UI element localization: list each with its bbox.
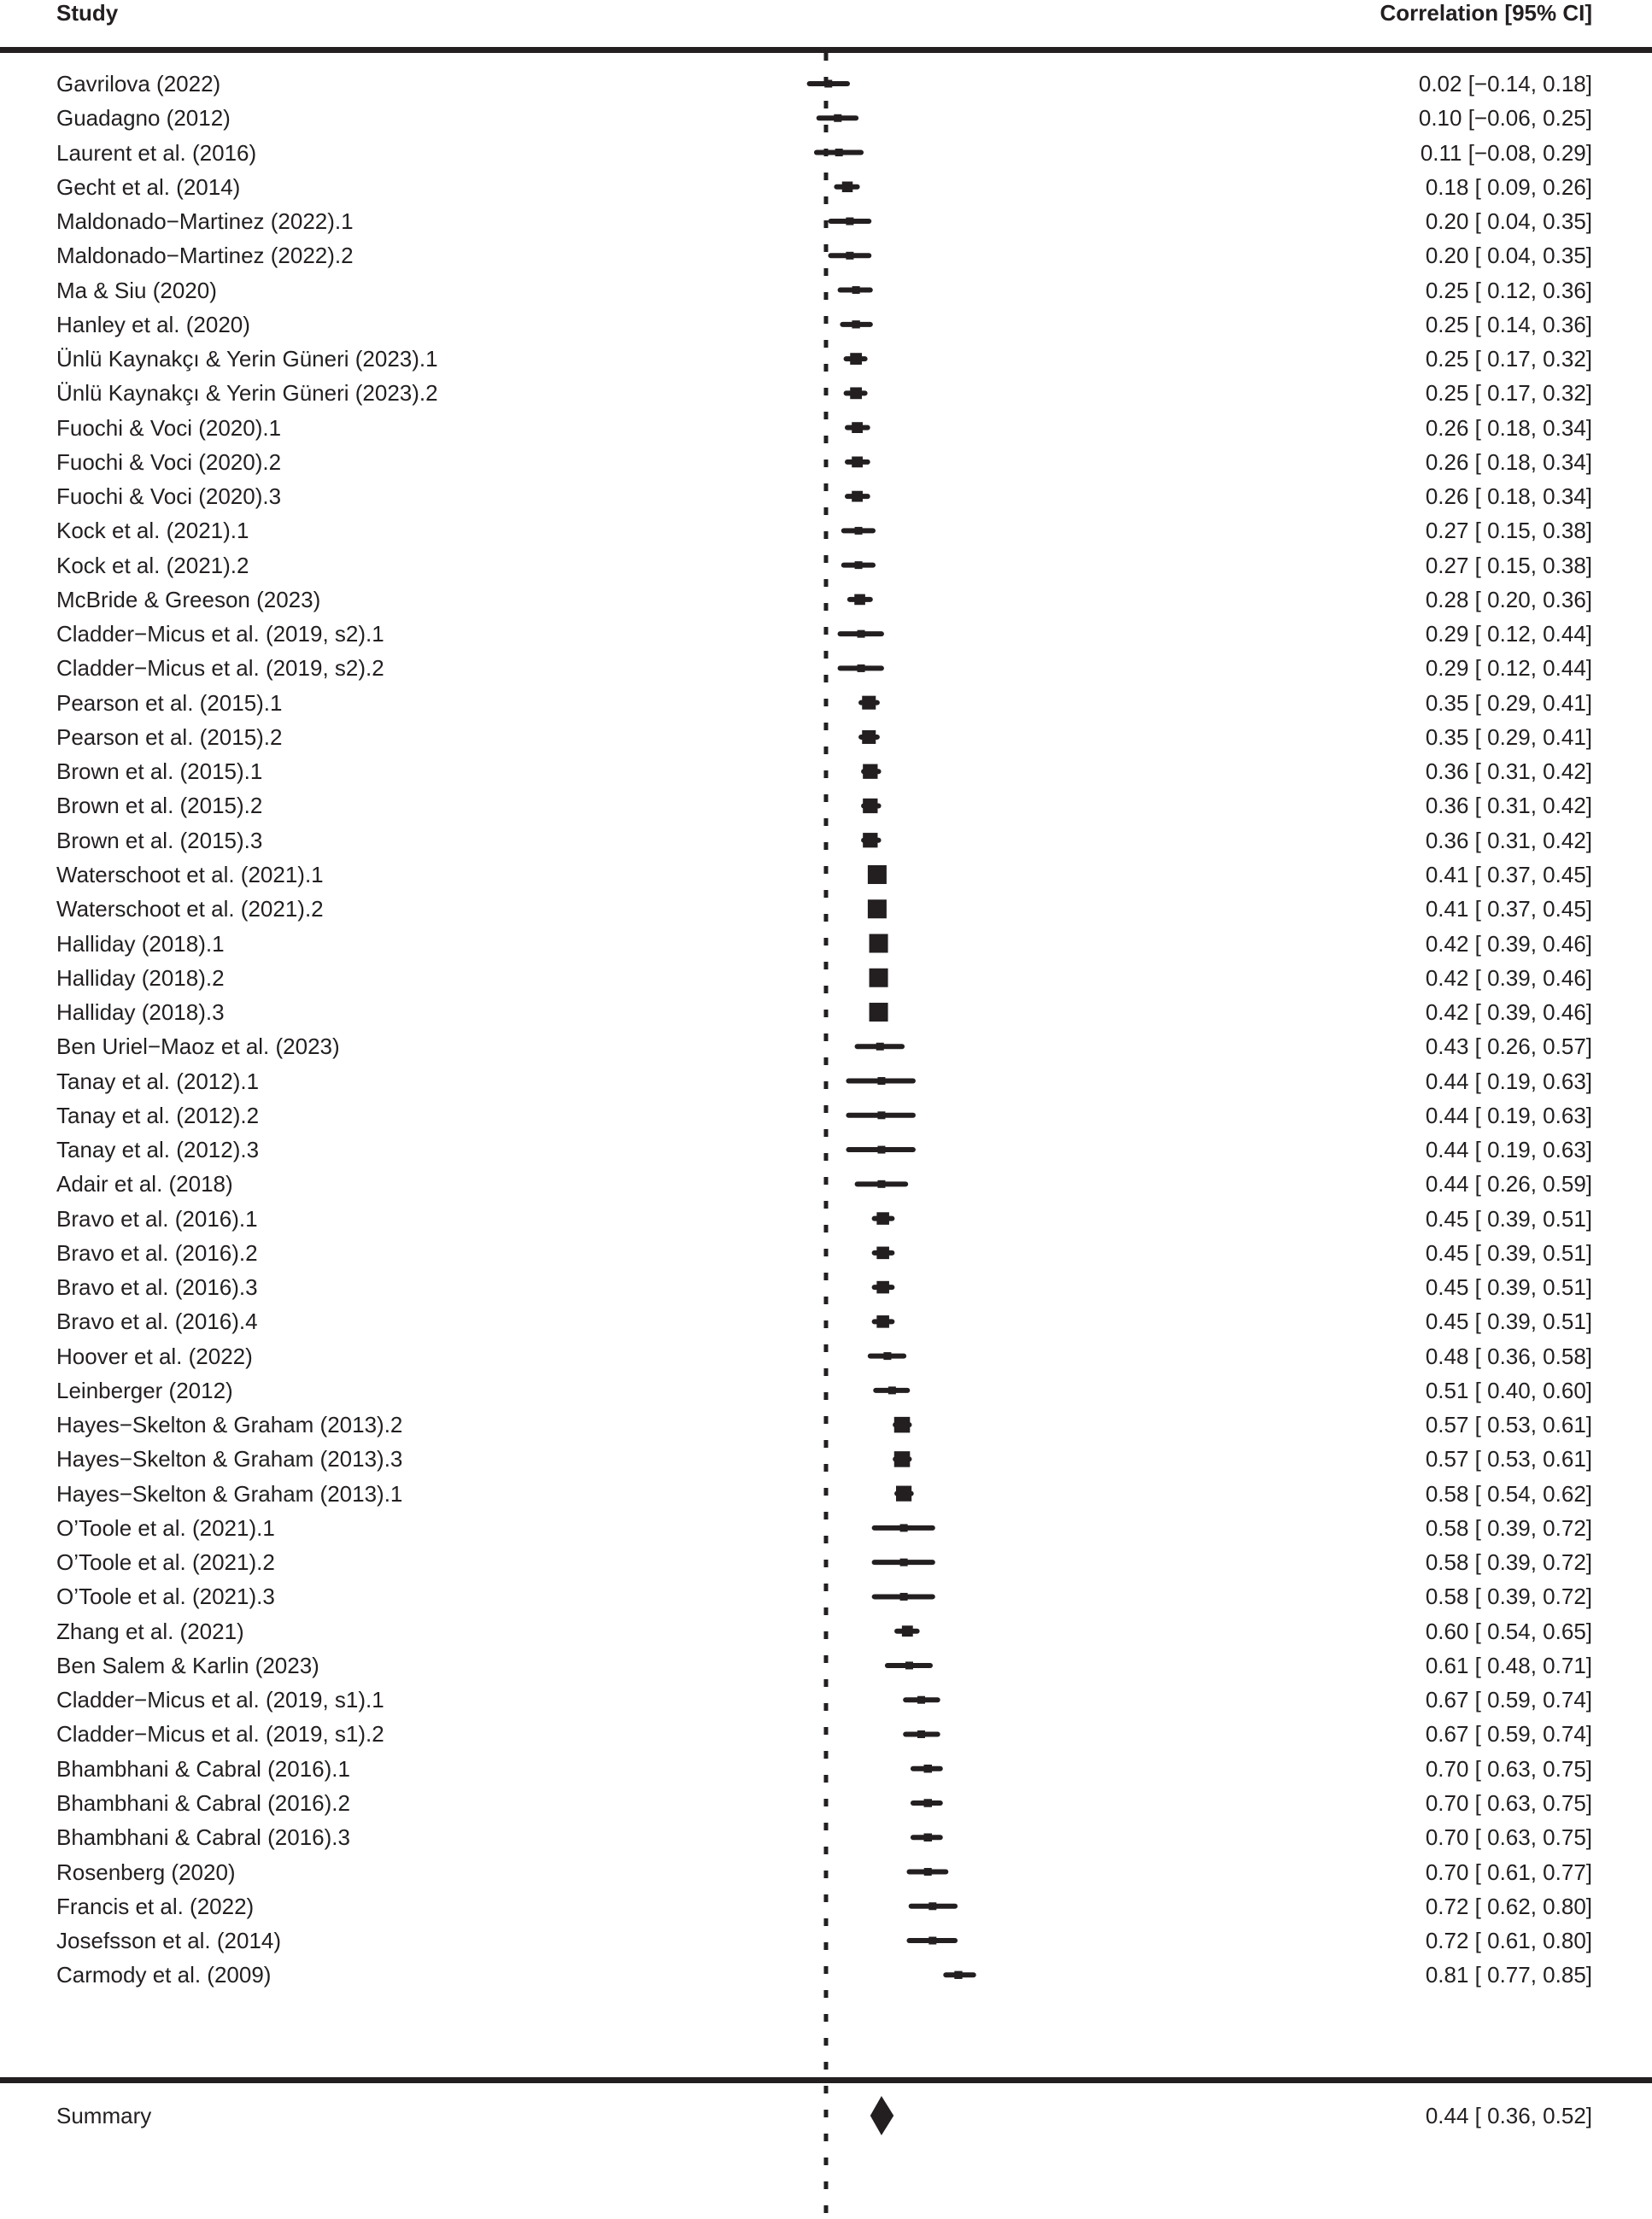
- summary-effect-text: 0.44 [ 0.36, 0.52]: [1425, 2103, 1592, 2128]
- point-estimate: [876, 1281, 889, 1294]
- study-effect-text: 0.26 [ 0.18, 0.34]: [1425, 483, 1592, 510]
- study-effect-text: 0.61 [ 0.48, 0.71]: [1425, 1652, 1592, 1678]
- study-label: Bravo et al. (2016).2: [56, 1239, 258, 1266]
- study-label: Bhambhani & Cabral (2016).3: [56, 1824, 350, 1851]
- point-estimate: [877, 1180, 885, 1188]
- study-effect-text: 0.27 [ 0.15, 0.38]: [1425, 552, 1592, 578]
- study-label: Ben Salem & Karlin (2023): [56, 1652, 319, 1678]
- study-label: Laurent et al. (2016): [56, 139, 257, 166]
- study-effect-text: 0.72 [ 0.62, 0.80]: [1425, 1893, 1592, 1919]
- study-effect-text: 0.45 [ 0.39, 0.51]: [1425, 1309, 1592, 1335]
- study-effect-text: 0.70 [ 0.63, 0.75]: [1425, 1790, 1592, 1816]
- point-estimate: [917, 1696, 925, 1704]
- point-estimate: [876, 1043, 884, 1051]
- study-effect-text: 0.42 [ 0.39, 0.46]: [1425, 999, 1592, 1026]
- point-estimate: [862, 696, 876, 710]
- study-label: Halliday (2018).1: [56, 930, 225, 957]
- study-effect-text: 0.42 [ 0.39, 0.46]: [1425, 964, 1592, 991]
- study-label: Francis et al. (2022): [56, 1893, 255, 1919]
- study-label: Carmody et al. (2009): [56, 1962, 272, 1988]
- study-label: Tanay et al. (2012).1: [56, 1068, 260, 1094]
- study-label: Ünlü Kaynakçı & Yerin Güneri (2023).2: [56, 380, 438, 407]
- point-estimate: [862, 730, 876, 744]
- study-effect-text: 0.44 [ 0.19, 0.63]: [1425, 1137, 1592, 1163]
- point-estimate: [954, 1971, 962, 1979]
- study-effect-text: 0.45 [ 0.39, 0.51]: [1425, 1205, 1592, 1232]
- study-label: Gavrilova (2022): [56, 71, 221, 97]
- point-estimate: [900, 1524, 908, 1531]
- point-estimate: [876, 1315, 889, 1328]
- study-effect-text: 0.44 [ 0.19, 0.63]: [1425, 1068, 1592, 1094]
- point-estimate: [852, 320, 859, 328]
- study-label: Cladder−Micus et al. (2019, s1).1: [56, 1687, 384, 1713]
- study-label: Gecht et al. (2014): [56, 173, 241, 200]
- study-label: O’Toole et al. (2021).1: [56, 1514, 275, 1541]
- study-label: Josefsson et al. (2014): [56, 1928, 282, 1954]
- study-label: Fuochi & Voci (2020).2: [56, 448, 282, 475]
- study-effect-text: 0.18 [ 0.09, 0.26]: [1425, 173, 1592, 200]
- point-estimate: [858, 630, 865, 638]
- study-effect-text: 0.25 [ 0.12, 0.36]: [1425, 277, 1592, 303]
- point-estimate: [863, 799, 877, 813]
- study-label: Maldonado−Martinez (2022).1: [56, 208, 354, 235]
- point-estimate: [852, 422, 863, 433]
- study-effect-text: 0.29 [ 0.12, 0.44]: [1425, 655, 1592, 682]
- study-effect-text: 0.35 [ 0.29, 0.41]: [1425, 723, 1592, 750]
- study-effect-text: 0.20 [ 0.04, 0.35]: [1425, 208, 1592, 235]
- study-label: Bravo et al. (2016).4: [56, 1309, 258, 1335]
- study-effect-text: 0.67 [ 0.59, 0.74]: [1425, 1721, 1592, 1748]
- study-effect-text: 0.57 [ 0.53, 0.61]: [1425, 1446, 1592, 1473]
- point-estimate: [894, 1451, 911, 1467]
- study-effect-text: 0.43 [ 0.26, 0.57]: [1425, 1033, 1592, 1060]
- point-estimate: [850, 387, 862, 399]
- study-effect-text: 0.20 [ 0.04, 0.35]: [1425, 243, 1592, 269]
- study-label: O’Toole et al. (2021).2: [56, 1549, 275, 1576]
- study-label: Pearson et al. (2015).1: [56, 689, 283, 716]
- study-label: Brown et al. (2015).2: [56, 793, 263, 819]
- point-estimate: [888, 1386, 896, 1394]
- study-label: Hayes−Skelton & Graham (2013).2: [56, 1412, 403, 1438]
- study-effect-text: 0.45 [ 0.39, 0.51]: [1425, 1239, 1592, 1266]
- study-effect-text: 0.45 [ 0.39, 0.51]: [1425, 1274, 1592, 1301]
- study-label: Zhang et al. (2021): [56, 1618, 244, 1644]
- study-effect-text: 0.58 [ 0.39, 0.72]: [1425, 1514, 1592, 1541]
- study-effect-text: 0.02 [−0.14, 0.18]: [1418, 71, 1592, 97]
- point-estimate: [855, 561, 863, 569]
- point-estimate: [900, 1593, 908, 1601]
- study-effect-text: 0.70 [ 0.61, 0.77]: [1425, 1859, 1592, 1885]
- point-estimate: [917, 1730, 925, 1738]
- point-estimate: [883, 1352, 891, 1360]
- study-effect-text: 0.67 [ 0.59, 0.74]: [1425, 1687, 1592, 1713]
- study-effect-text: 0.26 [ 0.18, 0.34]: [1425, 414, 1592, 441]
- point-estimate: [834, 114, 841, 122]
- study-label: Cladder−Micus et al. (2019, s1).2: [56, 1721, 384, 1748]
- study-effect-text: 0.11 [−0.08, 0.29]: [1420, 139, 1592, 166]
- header-study: Study: [56, 0, 119, 26]
- point-estimate: [868, 865, 887, 884]
- study-label: Cladder−Micus et al. (2019, s2).2: [56, 655, 384, 682]
- study-effect-text: 0.10 [−0.06, 0.25]: [1418, 105, 1592, 132]
- study-effect-text: 0.25 [ 0.14, 0.36]: [1425, 311, 1592, 337]
- study-label: Fuochi & Voci (2020).3: [56, 483, 282, 510]
- study-label: Ben Uriel−Maoz et al. (2023): [56, 1033, 340, 1060]
- study-label: Hanley et al. (2020): [56, 311, 250, 337]
- study-effect-text: 0.60 [ 0.54, 0.65]: [1425, 1618, 1592, 1644]
- point-estimate: [852, 286, 860, 294]
- point-estimate: [868, 899, 887, 918]
- study-label: Rosenberg (2020): [56, 1859, 236, 1885]
- study-label: Tanay et al. (2012).2: [56, 1102, 260, 1128]
- point-estimate: [896, 1486, 911, 1502]
- point-estimate: [863, 764, 877, 779]
- study-label: Hayes−Skelton & Graham (2013).3: [56, 1446, 403, 1473]
- point-estimate: [824, 80, 832, 88]
- point-estimate: [924, 1765, 933, 1773]
- study-label: Brown et al. (2015).1: [56, 758, 263, 785]
- study-label: Bhambhani & Cabral (2016).2: [56, 1790, 350, 1816]
- study-effect-text: 0.36 [ 0.31, 0.42]: [1425, 793, 1592, 819]
- study-effect-text: 0.44 [ 0.26, 0.59]: [1425, 1171, 1592, 1197]
- study-label: Guadagno (2012): [56, 105, 231, 132]
- point-estimate: [835, 149, 843, 156]
- study-effect-text: 0.48 [ 0.36, 0.58]: [1425, 1343, 1592, 1369]
- point-estimate: [929, 1902, 936, 1910]
- study-label: Cladder−Micus et al. (2019, s2).1: [56, 621, 384, 647]
- study-label: Halliday (2018).2: [56, 964, 225, 991]
- study-effect-text: 0.57 [ 0.53, 0.61]: [1425, 1412, 1592, 1438]
- point-estimate: [894, 1417, 911, 1433]
- study-effect-text: 0.36 [ 0.31, 0.42]: [1425, 827, 1592, 853]
- point-estimate: [902, 1625, 913, 1636]
- point-estimate: [854, 594, 865, 606]
- study-effect-text: 0.81 [ 0.77, 0.85]: [1425, 1962, 1592, 1988]
- study-label: Halliday (2018).3: [56, 999, 225, 1026]
- study-effect-text: 0.44 [ 0.19, 0.63]: [1425, 1102, 1592, 1128]
- summary-label: Summary: [56, 2103, 152, 2128]
- study-label: Waterschoot et al. (2021).2: [56, 896, 324, 922]
- study-effect-text: 0.58 [ 0.54, 0.62]: [1425, 1480, 1592, 1507]
- study-label: Kock et al. (2021).1: [56, 518, 249, 544]
- study-label: Fuochi & Voci (2020).1: [56, 414, 282, 441]
- study-effect-text: 0.29 [ 0.12, 0.44]: [1425, 621, 1592, 647]
- point-estimate: [855, 527, 863, 535]
- summary-diamond: [870, 2096, 893, 2135]
- study-label: Pearson et al. (2015).2: [56, 723, 283, 750]
- study-effect-text: 0.27 [ 0.15, 0.38]: [1425, 518, 1592, 544]
- point-estimate: [877, 1146, 885, 1154]
- point-estimate: [842, 182, 853, 193]
- study-effect-text: 0.58 [ 0.39, 0.72]: [1425, 1549, 1592, 1576]
- study-label: Ünlü Kaynakçı & Yerin Güneri (2023).1: [56, 346, 438, 372]
- study-label: Ma & Siu (2020): [56, 277, 217, 303]
- study-effect-text: 0.58 [ 0.39, 0.72]: [1425, 1584, 1592, 1610]
- point-estimate: [876, 1212, 889, 1225]
- study-effect-text: 0.41 [ 0.37, 0.45]: [1425, 861, 1592, 887]
- point-estimate: [852, 491, 863, 502]
- study-effect-text: 0.25 [ 0.17, 0.32]: [1425, 380, 1592, 407]
- point-estimate: [863, 833, 877, 847]
- study-label: Maldonado−Martinez (2022).2: [56, 243, 354, 269]
- study-effect-text: 0.36 [ 0.31, 0.42]: [1425, 758, 1592, 785]
- point-estimate: [870, 969, 888, 987]
- point-estimate: [924, 1834, 933, 1842]
- study-effect-text: 0.72 [ 0.61, 0.80]: [1425, 1928, 1592, 1954]
- point-estimate: [924, 1868, 932, 1876]
- study-label: Brown et al. (2015).3: [56, 827, 263, 853]
- point-estimate: [852, 456, 863, 467]
- study-effect-text: 0.51 [ 0.40, 0.60]: [1425, 1377, 1592, 1403]
- header-correlation: Correlation [95% CI]: [1380, 0, 1592, 26]
- point-estimate: [929, 1937, 936, 1945]
- point-estimate: [924, 1799, 933, 1807]
- point-estimate: [905, 1661, 913, 1669]
- study-effect-text: 0.26 [ 0.18, 0.34]: [1425, 448, 1592, 475]
- study-label: McBride & Greeson (2023): [56, 586, 321, 612]
- study-label: Tanay et al. (2012).3: [56, 1137, 260, 1163]
- point-estimate: [870, 1003, 888, 1022]
- study-effect-text: 0.70 [ 0.63, 0.75]: [1425, 1755, 1592, 1782]
- point-estimate: [877, 1111, 885, 1119]
- study-label: Hayes−Skelton & Graham (2013).1: [56, 1480, 403, 1507]
- study-label: Bhambhani & Cabral (2016).1: [56, 1755, 350, 1782]
- study-effect-text: 0.42 [ 0.39, 0.46]: [1425, 930, 1592, 957]
- point-estimate: [877, 1077, 885, 1085]
- study-label: Bravo et al. (2016).1: [56, 1205, 258, 1232]
- study-effect-text: 0.35 [ 0.29, 0.41]: [1425, 689, 1592, 716]
- point-estimate: [846, 218, 853, 225]
- study-label: O’Toole et al. (2021).3: [56, 1584, 275, 1610]
- point-estimate: [846, 252, 853, 260]
- point-estimate: [850, 353, 862, 365]
- point-estimate: [900, 1559, 908, 1566]
- study-effect-text: 0.28 [ 0.20, 0.36]: [1425, 586, 1592, 612]
- point-estimate: [858, 665, 865, 672]
- study-label: Waterschoot et al. (2021).1: [56, 861, 324, 887]
- study-label: Hoover et al. (2022): [56, 1343, 253, 1369]
- point-estimate: [876, 1247, 889, 1260]
- study-effect-text: 0.70 [ 0.63, 0.75]: [1425, 1824, 1592, 1851]
- study-label: Kock et al. (2021).2: [56, 552, 249, 578]
- study-label: Bravo et al. (2016).3: [56, 1274, 258, 1301]
- study-label: Leinberger (2012): [56, 1377, 233, 1403]
- study-effect-text: 0.25 [ 0.17, 0.32]: [1425, 346, 1592, 372]
- point-estimate: [870, 934, 888, 953]
- study-effect-text: 0.41 [ 0.37, 0.45]: [1425, 896, 1592, 922]
- study-label: Adair et al. (2018): [56, 1171, 233, 1197]
